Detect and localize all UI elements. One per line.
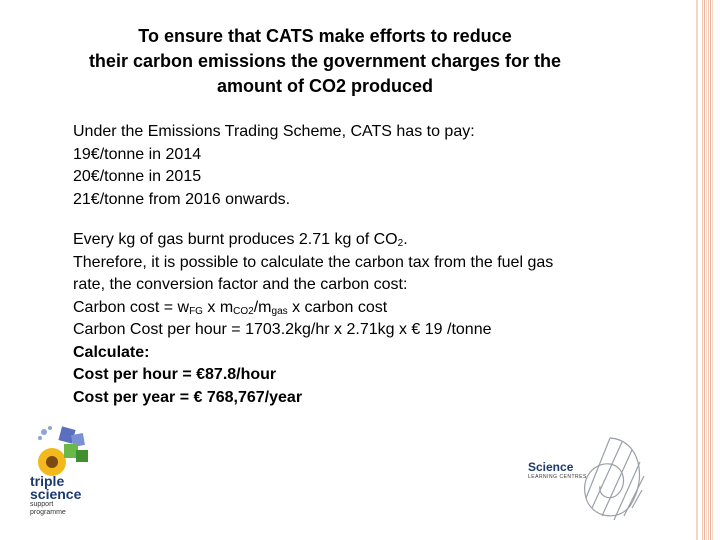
calculation-text-block <box>73 229 633 409</box>
text-line: 21€/tonne from 2016 onwards. <box>73 190 291 208</box>
logo-word: support <box>30 501 54 508</box>
text-line: Carbon Cost per hour = 1703.2kg/hr x 2.71kg x € 19 /tonne <box>73 321 492 338</box>
decorative-stripe <box>702 0 714 540</box>
slide-title <box>40 24 610 99</box>
logo-word: programme <box>30 509 66 516</box>
text-fragment: x m <box>202 298 234 316</box>
result-line: Cost per hour = €87.8/hour <box>73 366 277 383</box>
formula-line <box>73 297 633 320</box>
text-line: Calculate: <box>73 343 150 361</box>
title-line: amount of CO2 produced <box>217 76 433 96</box>
logo-name: Science <box>528 460 574 474</box>
text-fragment: Every kg of gas burnt produces 2.71 kg of CO <box>73 231 398 248</box>
logo-word: science <box>30 486 82 502</box>
text-line: 19€/tonne in 2014 <box>73 145 202 163</box>
result-line: Cost per year = € 768,767/year <box>73 388 303 406</box>
text-line: Therefore, it is possible to calculate the carbon tax from the fuel gas <box>73 253 554 271</box>
text-line: rate, the conversion factor and the carbon cost: <box>73 276 408 293</box>
triple-science-logo-text <box>30 475 120 517</box>
title-line: To ensure that CATS make efforts to reduce <box>138 26 512 46</box>
text-line: Under the Emissions Trading Scheme, CATS has to pay: <box>73 123 475 140</box>
text-fragment: Carbon cost = w <box>73 298 190 316</box>
subscript: CO2 <box>233 305 254 317</box>
decorative-stripe-thin <box>696 0 698 540</box>
text-line: 20€/tonne in 2015 <box>73 168 202 185</box>
text-fragment: . <box>403 231 408 248</box>
title-line: their carbon emissions the government charges for the <box>88 51 562 71</box>
subscript: FG <box>189 305 203 317</box>
pricing-text-block <box>73 121 633 211</box>
logo-tagline: LEARNING CENTRES <box>528 474 587 480</box>
text-line <box>73 229 633 252</box>
subscript: gas <box>271 305 288 317</box>
science-learning-centres-logo <box>528 460 618 490</box>
text-fragment: /m <box>253 298 272 316</box>
logo-word: triple <box>30 473 65 489</box>
subscript: 2 <box>397 238 404 249</box>
text-fragment: x carbon cost <box>287 298 388 316</box>
